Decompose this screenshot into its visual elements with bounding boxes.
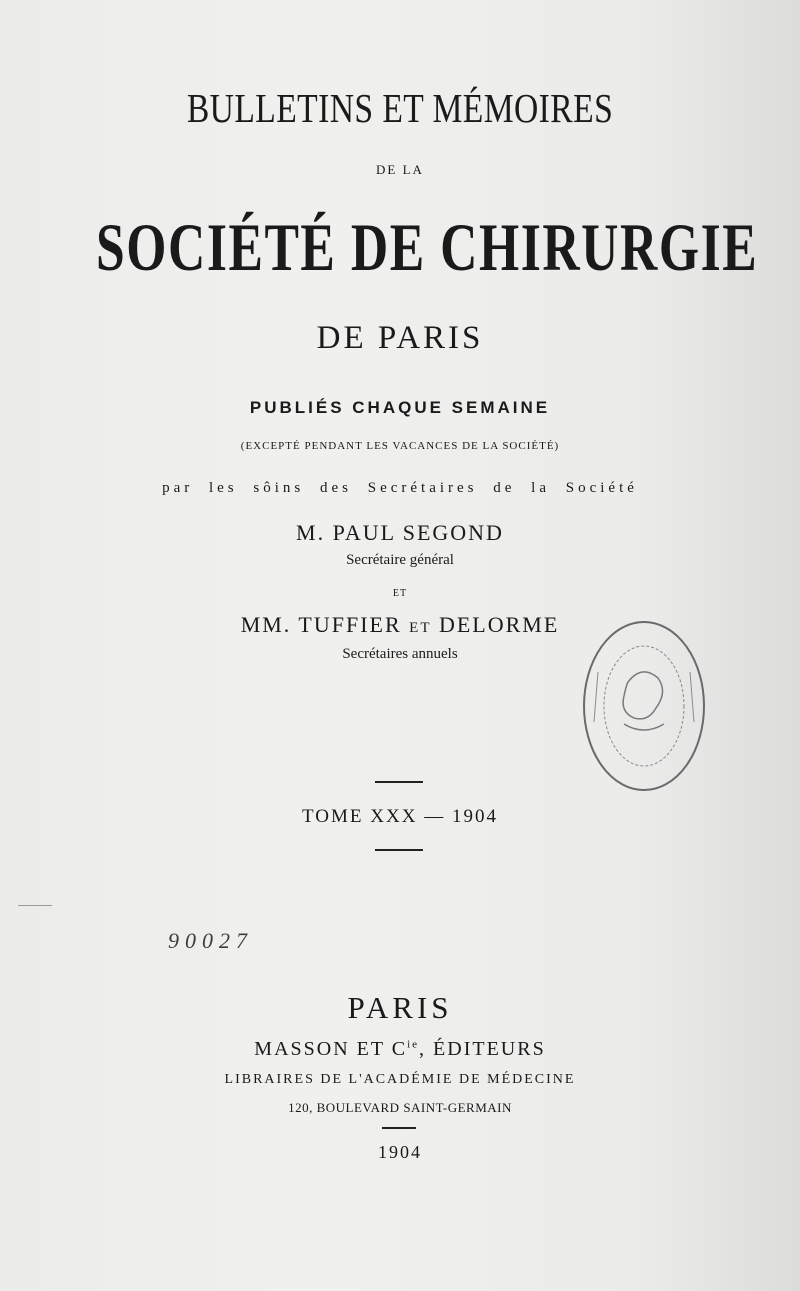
title-de-paris: DE PARIS <box>316 320 484 356</box>
secretaries-et: ET <box>392 588 408 599</box>
title-societe-de-chirurgie: SOCIÉTÉ DE CHIRURGIE <box>96 209 759 285</box>
publisher-name <box>0 1038 800 1061</box>
publisher-address: 120, BOULEVARD SAINT-GERMAIN <box>288 1100 512 1115</box>
divider-below-tome <box>375 849 423 851</box>
secretary-annual-name-2: DELORME <box>438 612 560 637</box>
secretary-general-title: Secrétaire général <box>346 552 454 568</box>
publisher-name-main: MASSON ET C <box>254 1038 408 1060</box>
subtitle-excepte: (EXCEPTÉ PENDANT LES VACANCES DE LA SOCIÉTÉ) <box>240 440 560 452</box>
secretary-general-name: M. PAUL SEGOND <box>296 520 504 545</box>
publisher-city: PARIS <box>347 990 453 1025</box>
publisher-name-suffix: , ÉDITEURS <box>419 1038 546 1060</box>
subtitle-publies: PUBLIÉS CHAQUE SEMAINE <box>249 398 551 417</box>
secretary-annual-title: Secrétaires annuels <box>342 646 458 662</box>
divider-above-tome <box>375 781 423 783</box>
margin-mark <box>18 905 52 906</box>
publisher-libraires: LIBRAIRES DE L'ACADÉMIE DE MÉDECINE <box>224 1072 576 1087</box>
subtitle-par-les-soins: par les sôins des Secrétaires de la Société <box>162 480 638 496</box>
secretary-annual-et: ET <box>409 620 432 636</box>
title-de-la: DE LA <box>376 162 424 177</box>
publication-year: 1904 <box>378 1142 422 1162</box>
accession-number: 90027 <box>168 928 253 953</box>
library-stamp-icon <box>576 612 712 800</box>
volume-tome: TOME XXX — 1904 <box>302 806 498 827</box>
divider-above-year <box>382 1127 416 1129</box>
secretary-annual-name-1: MM. TUFFIER <box>240 612 402 637</box>
publisher-name-sup: ie <box>407 1038 420 1051</box>
title-bulletins-et-memoires: BULLETINS ET MÉMOIRES <box>186 85 614 131</box>
